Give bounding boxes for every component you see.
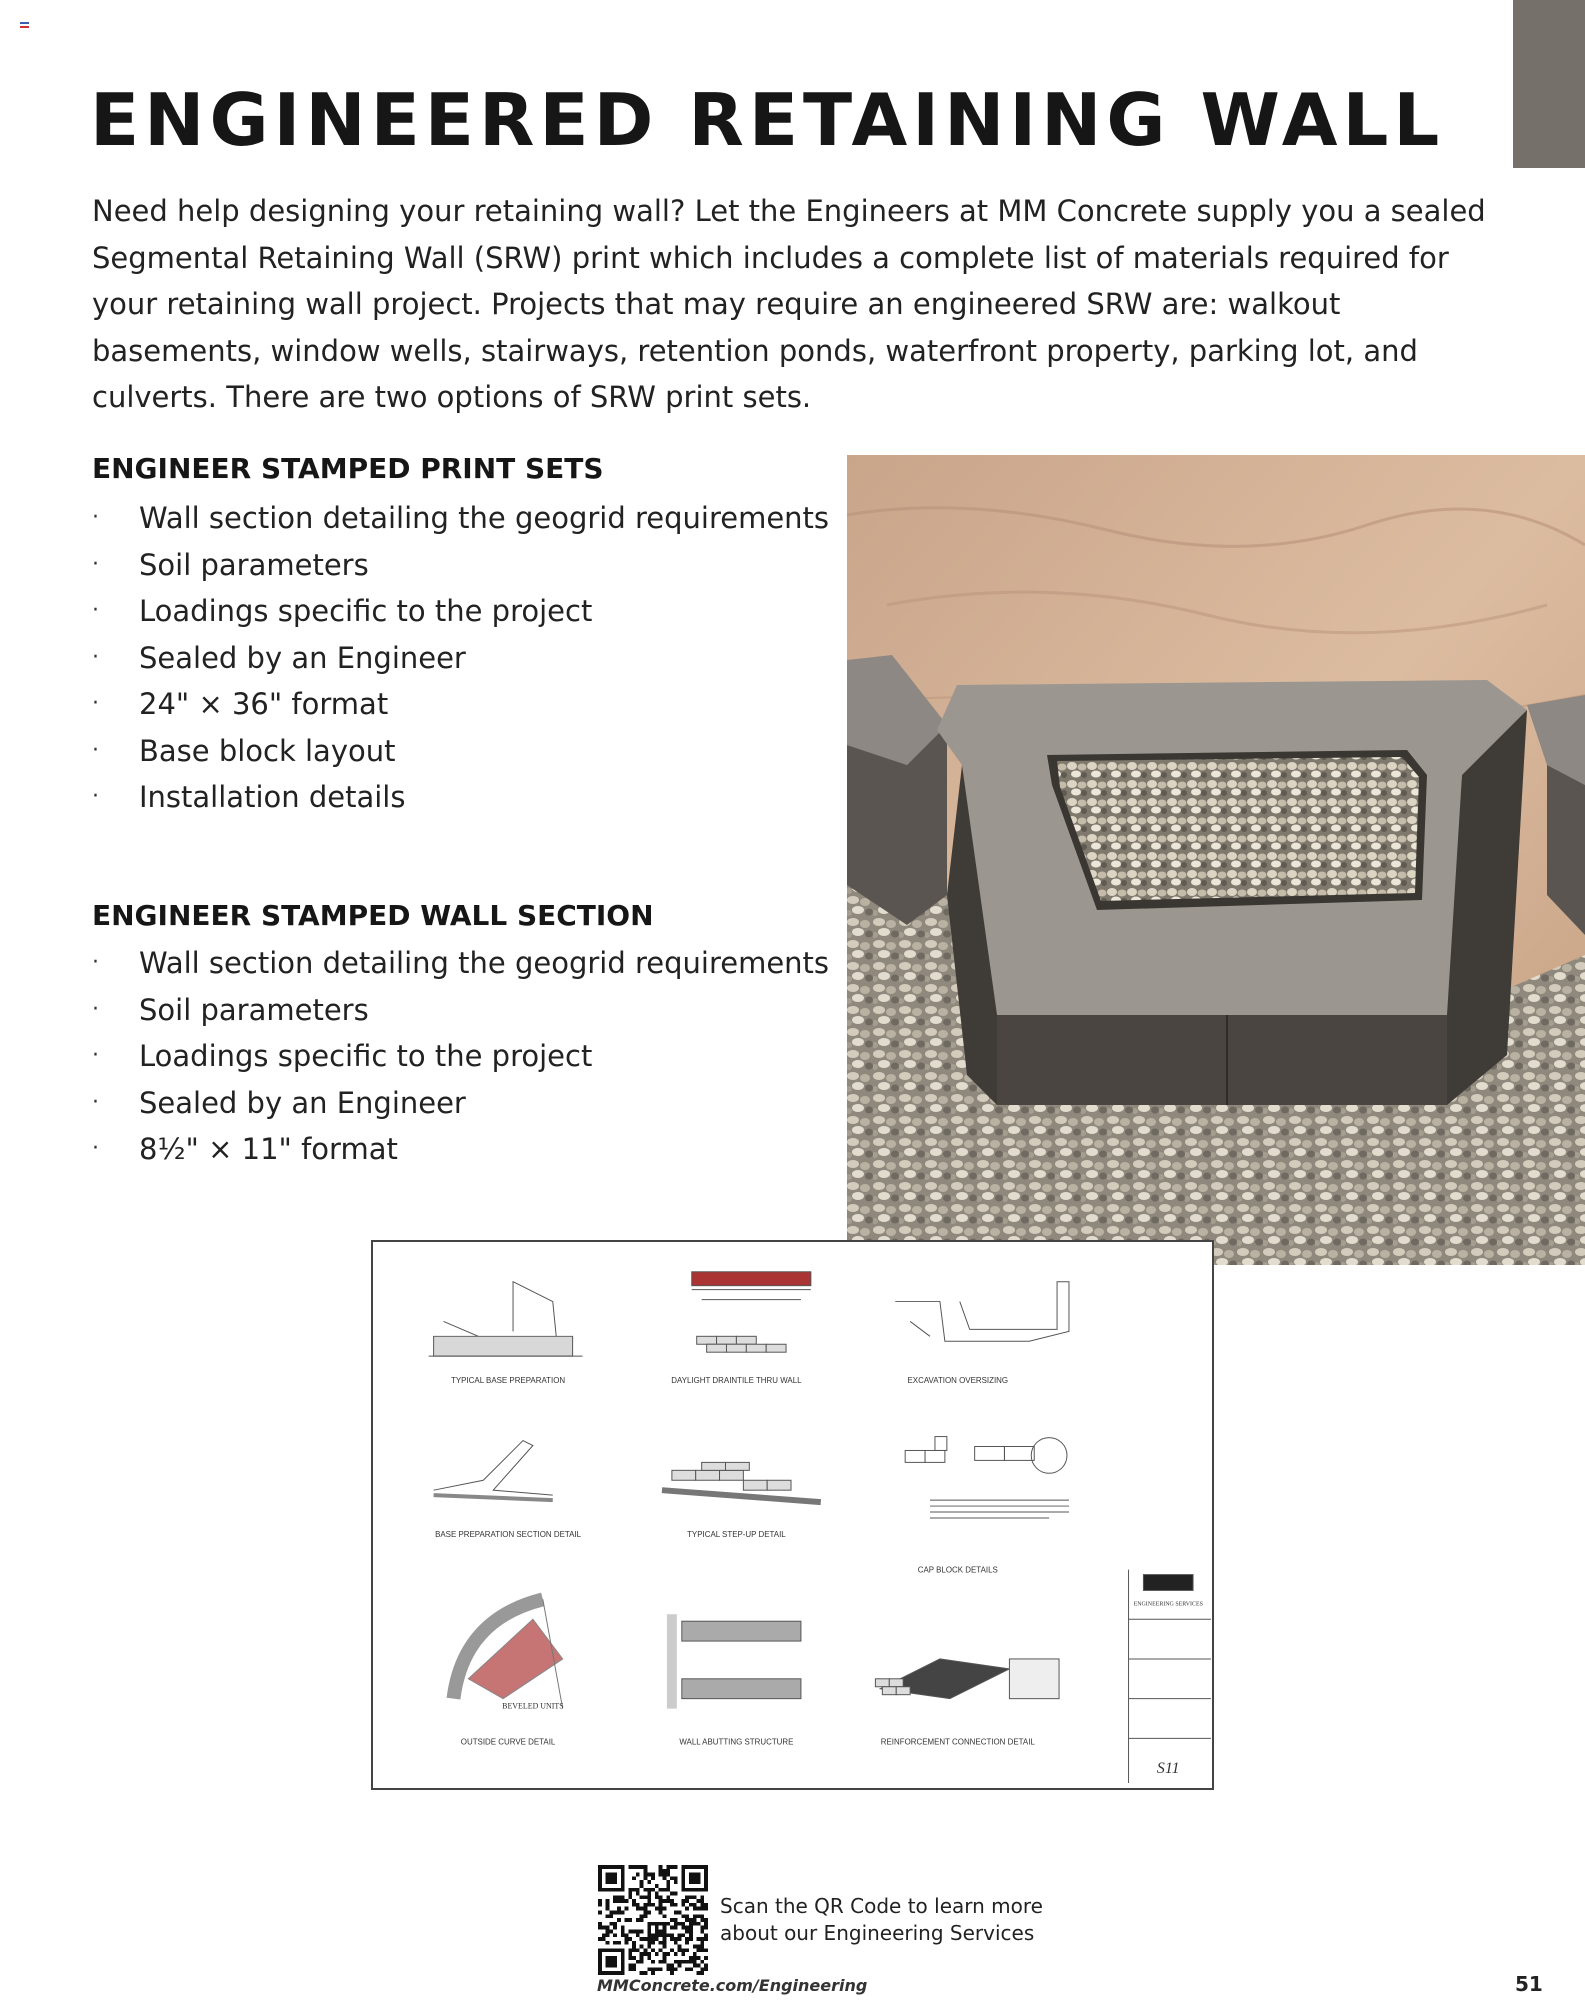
qr-caption bbox=[720, 1893, 1043, 1947]
bullet-text: Soil parameters bbox=[139, 992, 369, 1027]
qr-code-icon[interactable] bbox=[598, 1865, 708, 1975]
bullet-item bbox=[92, 1126, 829, 1173]
qr-line-1: Scan the QR Code to learn more bbox=[720, 1894, 1043, 1918]
bullet-dot-icon: · bbox=[92, 784, 99, 809]
bullet-text: Sealed by an Engineer bbox=[139, 640, 466, 675]
retaining-block-photo bbox=[847, 455, 1585, 1265]
print-sets-heading: ENGINEER STAMPED PRINT SETS bbox=[92, 452, 604, 485]
detail-caption: TYPICAL BASE PREPARATION bbox=[451, 1375, 566, 1385]
bullet-text: Loadings specific to the project bbox=[139, 1039, 593, 1073]
bullet-dot-icon: · bbox=[92, 551, 99, 577]
bullet-item bbox=[92, 495, 829, 542]
detail-caption: WALL ABUTTING STRUCTURE bbox=[679, 1737, 794, 1747]
bullet-item bbox=[92, 987, 829, 1034]
engineering-url-link[interactable]: MMConcrete.com/Engineering bbox=[597, 1976, 868, 1995]
qr-line-2: about our Engineering Services bbox=[720, 1921, 1035, 1945]
bullet-item bbox=[92, 588, 829, 635]
corner-mark bbox=[20, 22, 29, 24]
detail-caption: CAP BLOCK DETAILS bbox=[917, 1565, 998, 1575]
intro-paragraph: Need help designing your retaining wall? Let the Engineers at MM Concrete supply you a sealed Segmental Retaining Wall (SRW) print which includes a complete list of materials required for your retaining wall project. Projects that may require an engineered SRW are: walkout basements, window wells, stairways, retention ponds, waterfront property, parking lot, and culverts. There are two options of SRW print sets. bbox=[92, 194, 1486, 414]
sheet-number: S11 bbox=[1156, 1760, 1180, 1778]
bullet-item bbox=[92, 1033, 829, 1080]
bullet-item bbox=[92, 940, 829, 987]
bullet-dot-icon: · bbox=[92, 1136, 99, 1161]
bullet-item bbox=[92, 542, 829, 589]
detail-caption: OUTSIDE CURVE DETAIL bbox=[460, 1737, 556, 1747]
detail-caption: TYPICAL STEP-UP DETAIL bbox=[687, 1529, 786, 1539]
detail-caption: REINFORCEMENT CONNECTION DETAIL bbox=[880, 1737, 1035, 1747]
bullet-item bbox=[92, 728, 829, 775]
page-number: 51 bbox=[1515, 1972, 1543, 1996]
bullet-text: 8½" × 11" format bbox=[139, 1132, 398, 1166]
engineering-label: ENGINEERING SERVICES bbox=[1133, 1601, 1203, 1608]
bullet-dot-icon: · bbox=[92, 1089, 99, 1115]
bullet-dot-icon: · bbox=[92, 644, 99, 670]
print-sets-list bbox=[92, 495, 829, 821]
bullet-text: Soil parameters bbox=[139, 547, 369, 582]
bullet-item bbox=[92, 681, 829, 728]
bullet-text: Sealed by an Engineer bbox=[139, 1085, 466, 1120]
section-tab bbox=[1513, 0, 1585, 168]
bullet-dot-icon: · bbox=[92, 950, 99, 975]
bullet-item bbox=[92, 1080, 829, 1127]
bullet-text: Wall section detailing the geogrid requirements bbox=[139, 501, 830, 535]
page-title: ENGINEERED RETAINING WALL bbox=[90, 78, 1445, 162]
bullet-item bbox=[92, 635, 829, 682]
detail-caption: EXCAVATION OVERSIZING bbox=[907, 1375, 1009, 1385]
bullet-dot-icon: · bbox=[92, 996, 99, 1022]
detail-caption: DAYLIGHT DRAINTILE THRU WALL bbox=[671, 1375, 802, 1385]
bullet-dot-icon: · bbox=[92, 505, 99, 530]
bullet-dot-icon: · bbox=[92, 598, 99, 623]
drawing-details bbox=[373, 1242, 1212, 1788]
wall-section-heading: ENGINEER STAMPED WALL SECTION bbox=[92, 899, 654, 932]
bullet-dot-icon: · bbox=[92, 737, 99, 763]
bullet-text: Loadings specific to the project bbox=[139, 594, 593, 628]
bullet-item bbox=[92, 774, 829, 821]
bullet-dot-icon: · bbox=[92, 1043, 99, 1068]
bullet-dot-icon: · bbox=[92, 691, 99, 716]
wall-section-list bbox=[92, 940, 829, 1173]
bullet-text: Base block layout bbox=[139, 733, 396, 768]
bullet-text: Installation details bbox=[139, 780, 406, 814]
beveled-label: BEVELED UNITS bbox=[502, 1701, 564, 1711]
bullet-text: 24" × 36" format bbox=[139, 687, 389, 721]
bullet-text: Wall section detailing the geogrid requirements bbox=[139, 946, 830, 980]
engineering-drawing-sheet bbox=[371, 1240, 1214, 1790]
detail-caption: BASE PREPARATION SECTION DETAIL bbox=[435, 1529, 582, 1539]
